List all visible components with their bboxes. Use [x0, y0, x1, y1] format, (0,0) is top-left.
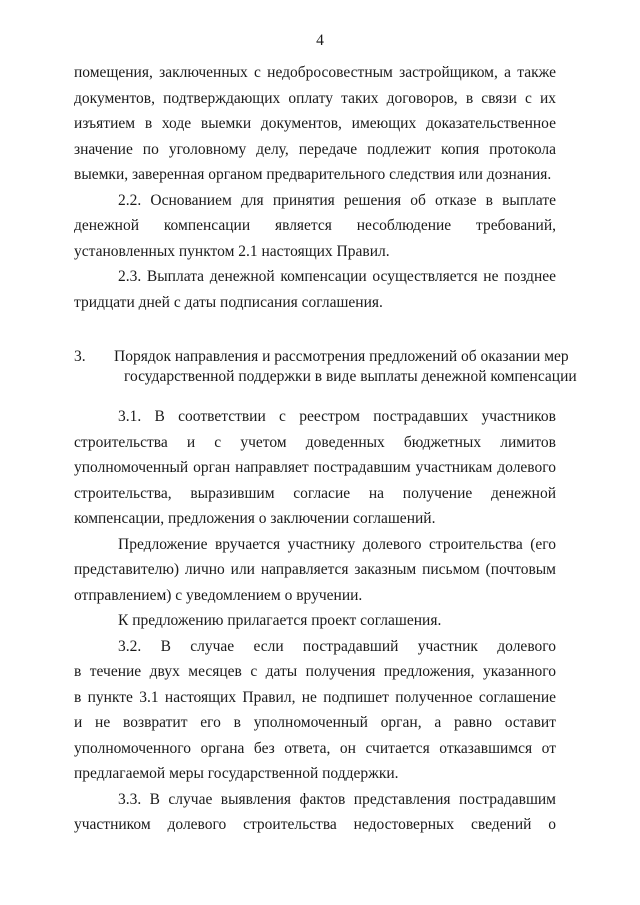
section-title-part-1: Порядок направления и рассмотрения предложений об оказании мер [114, 348, 569, 365]
text-line: представителю) лично или направляется заказным письмом (почтовым [74, 561, 556, 578]
text-line: К предложению прилагается проект соглашения. [118, 612, 442, 629]
section-number: 3. [74, 348, 86, 365]
text-line: Предложение вручается участнику долевого строительства (его [118, 535, 556, 553]
text-line: изъятием в ходе выемки документов, имеющих доказательственное [74, 115, 556, 132]
page-number: 4 [316, 32, 324, 49]
text-line: 3.3. В случае выявления фактов представления пострадавшим [118, 790, 556, 808]
text-line: помещения, заключенных с недобросовестным застройщиком, а также [74, 64, 556, 81]
text-line: участником долевого строительства недостоверных сведений о [74, 816, 556, 833]
text-line: денежной компенсации является несоблюдение требований, [74, 217, 556, 234]
text-line: значение по уголовному делу, передаче подлежит копия протокола [74, 140, 556, 158]
text-line: выемки, заверенная органом предварительного следствия или дознания. [74, 166, 552, 183]
text-line: строительства и с учетом доведенных бюджетных лимитов [74, 433, 556, 451]
text-line: документов, подтверждающих оплату таких договоров, в связи с их [74, 89, 556, 107]
section-heading-line-1 [74, 347, 569, 367]
text-line: и не возвратит его в уполномоченный орган, а равно оставит [74, 714, 556, 731]
text-line: в течение двух месяцев с даты получения предложения, указанного [74, 663, 556, 680]
text-line: установленных пунктом 2.1 настоящих Правил. [74, 242, 390, 260]
text-line: отправлением) с уведомлением о вручении. [74, 586, 363, 604]
text-line: компенсации, предложения о заключении соглашений. [74, 510, 436, 527]
section-heading [74, 347, 577, 387]
text-line: предлагаемой меры государственной поддержки. [74, 765, 399, 782]
section-heading-line-2 [74, 367, 577, 387]
text-line: уполномоченного органа без ответа, он считается отказавшимся от [74, 739, 556, 757]
text-line: 3.2. В случае если пострадавший участник долевого [118, 637, 556, 655]
text-line: 2.3. Выплата денежной компенсации осуществляется не позднее [118, 268, 556, 285]
text-line: 2.2. Основанием для принятия решения об отказе в выплате [118, 191, 556, 209]
text-line: уполномоченный орган направляет пострадавшим участникам долевого [74, 459, 556, 476]
text-block-bottom [74, 404, 556, 838]
text-line: 3.1. В соответствии с реестром пострадавших участников [118, 408, 556, 425]
section-title-part-2: государственной поддержки в виде выплаты денежной компенсации [124, 368, 577, 385]
text-line: строительства, выразившим согласие на получение денежной [74, 484, 556, 502]
text-line: тридцати дней с даты подписания соглашения. [74, 293, 383, 311]
text-block-top [74, 60, 556, 315]
text-line: в пункте 3.1 настоящих Правил, не подпишет полученное соглашение [74, 688, 556, 706]
